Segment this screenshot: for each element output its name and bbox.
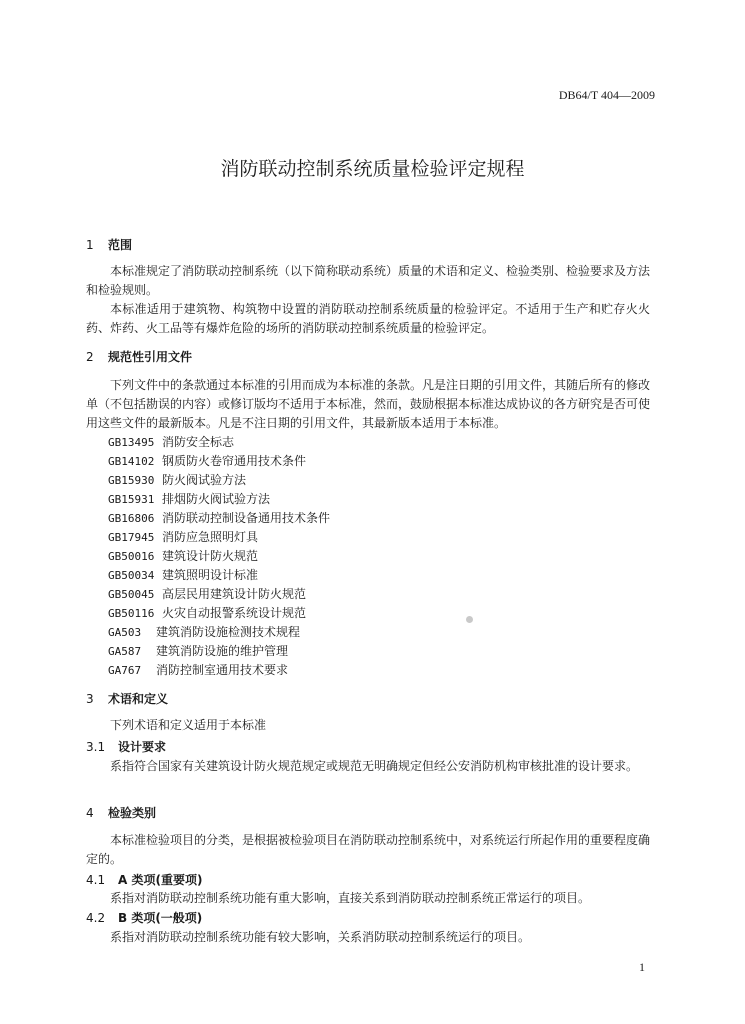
reference-name: 火灾自动报警系统设计规范 xyxy=(162,606,307,620)
reference-name: 建筑设计防火规范 xyxy=(162,549,259,563)
document-title: 消防联动控制系统质量检验评定规程 xyxy=(220,158,525,180)
reference-name: 建筑消防设施检测技术规程 xyxy=(156,625,301,639)
section-1-paragraph-2: 本标准适用于建筑物、构筑物中设置的消防联动控制系统质量的检验评定。不适用于生产和贮存火火药、炸药、火工品等有爆炸危险的场所的消防联动控制系统质量的检验评定。 xyxy=(86,302,650,335)
reference-code: GB50045 xyxy=(108,588,155,601)
reference-item xyxy=(108,433,234,452)
reference-code: GB17945 xyxy=(108,531,155,544)
reference-code: GB50016 xyxy=(108,550,155,563)
section-title: 检验类别 xyxy=(108,806,157,820)
reference-code: GB15931 xyxy=(108,493,155,506)
reference-name: 钢质防火卷帘通用技术条件 xyxy=(162,454,307,468)
subsection-title: B 类项(一般项) xyxy=(118,911,203,925)
subsection-title: 设计要求 xyxy=(118,740,167,754)
reference-item xyxy=(108,585,306,604)
reference-code: GB50116 xyxy=(108,607,155,620)
section-4-heading xyxy=(86,804,156,821)
reference-name: 消防控制室通用技术要求 xyxy=(156,663,289,677)
section-title: 术语和定义 xyxy=(108,692,169,706)
reference-item xyxy=(108,452,306,471)
reference-code: GA767 xyxy=(108,664,142,677)
reference-item xyxy=(108,661,288,680)
page-number: 1 xyxy=(639,960,645,974)
section-number: 3 xyxy=(86,692,94,706)
reference-name: 高层民用建筑设计防火规范 xyxy=(162,587,307,601)
reference-item xyxy=(108,490,270,509)
reference-name: 建筑消防设施的维护管理 xyxy=(156,644,289,658)
reference-code: GB13495 xyxy=(108,436,155,449)
scan-dot xyxy=(466,616,473,623)
reference-code: GB16806 xyxy=(108,512,155,525)
reference-item xyxy=(108,528,258,547)
section-title: 规范性引用文件 xyxy=(108,350,193,364)
reference-code: GA503 xyxy=(108,626,142,639)
section-3-heading xyxy=(86,690,168,707)
reference-code: GB15930 xyxy=(108,474,155,487)
section-4-paragraph: 本标准检验项目的分类，是根据被检验项目在消防联动控制系统中，对系统运行所起作用的重要程度确定的。 xyxy=(86,833,651,866)
section-2-heading xyxy=(86,348,192,365)
subsection-4-1-paragraph: 系指对消防联动控制系统功能有重大影响，直接关系到消防联动控制系统正常运行的项目。 xyxy=(110,891,591,905)
reference-name: 消防联动控制设备通用技术条件 xyxy=(162,511,331,525)
reference-item xyxy=(108,547,258,566)
subsection-number: 3.1 xyxy=(86,740,106,754)
reference-name: 建筑照明设计标准 xyxy=(162,568,259,582)
reference-name: 消防安全标志 xyxy=(162,435,235,449)
section-number: 2 xyxy=(86,350,94,364)
reference-item xyxy=(108,471,246,490)
reference-item xyxy=(108,604,306,623)
subsection-4-2-paragraph: 系指对消防联动控制系统功能有较大影响，关系消防联动控制系统运行的项目。 xyxy=(110,930,531,944)
section-2-paragraph: 下列文件中的条款通过本标准的引用而成为本标准的条款。凡是注日期的引用文件，其随后所有的修改单（不包括勘误的内容）或修订版均不适用于本标准，然而，鼓励根据本标准达成协议的各方研究是否可使用这些文件的最新版本。凡是不注日期的引用文件，其最新版本适用于本标准。 xyxy=(86,378,651,430)
subsection-3-1-heading xyxy=(86,738,166,755)
document-code: DB64/T 404—2009 xyxy=(558,88,655,102)
reference-name: 排烟防火阀试验方法 xyxy=(162,492,271,506)
section-1-paragraph-1: 本标准规定了消防联动控制系统（以下简称联动系统）质量的术语和定义、检验类别、检验要求及方法和检验规则。 xyxy=(86,264,651,297)
section-3-paragraph: 下列术语和定义适用于本标准 xyxy=(110,718,267,732)
reference-item xyxy=(108,509,330,528)
reference-code: GA587 xyxy=(108,645,142,658)
reference-code: GB50034 xyxy=(108,569,155,582)
subsection-number: 4.1 xyxy=(86,873,106,887)
reference-item xyxy=(108,642,288,661)
subsection-title: A 类项(重要项) xyxy=(118,873,203,887)
section-1-heading xyxy=(86,236,132,253)
reference-name: 防火阀试验方法 xyxy=(162,473,247,487)
reference-item xyxy=(108,623,300,642)
subsection-4-1-heading xyxy=(86,871,202,888)
reference-code: GB14102 xyxy=(108,455,155,468)
subsection-3-1-paragraph: 系指符合国家有关建筑设计防火规范规定或规范无明确规定但经公安消防机构审核批准的设计要求。 xyxy=(110,759,639,773)
subsection-4-2-heading xyxy=(86,909,202,926)
subsection-number: 4.2 xyxy=(86,911,106,925)
section-title: 范围 xyxy=(108,238,133,252)
section-number: 1 xyxy=(86,238,94,252)
reference-name: 消防应急照明灯具 xyxy=(162,530,259,544)
section-number: 4 xyxy=(86,806,94,820)
reference-item xyxy=(108,566,258,585)
